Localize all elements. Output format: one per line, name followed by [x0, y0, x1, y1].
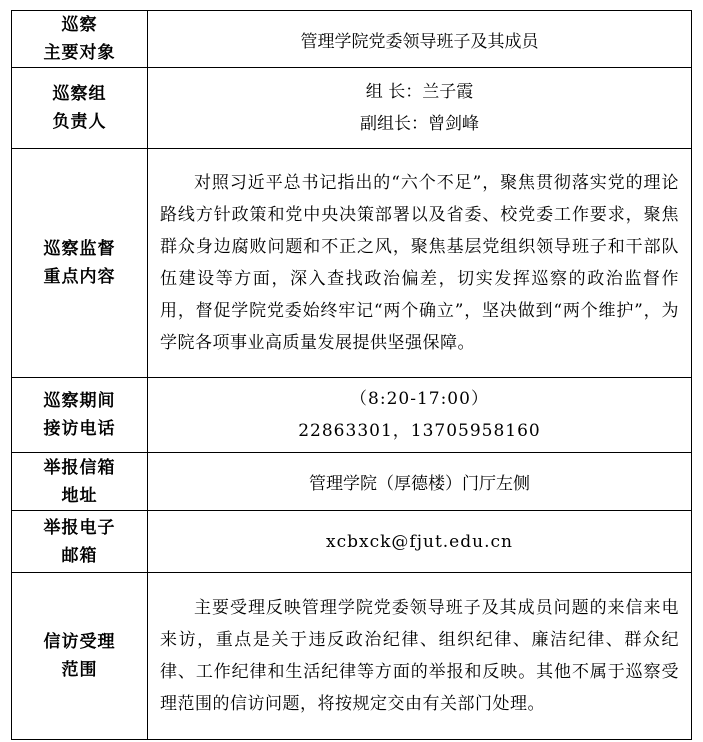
row-mailbox — [12, 453, 692, 511]
value-main-target: 管理学院党委领导班子及其成员 — [148, 11, 692, 68]
label-line: 信访受理 — [43, 632, 116, 652]
deputy-leader-line: 副组长：曾剑峰 — [360, 114, 479, 134]
label-line: 负责人 — [52, 112, 107, 132]
phone-numbers: 22863301，13705958160 — [298, 421, 541, 441]
label-line: 巡察期间 — [43, 391, 116, 411]
label-line: 举报电子 — [43, 517, 116, 538]
row-email — [12, 511, 692, 573]
label-phone — [12, 378, 148, 453]
label-line: 巡察 — [61, 15, 98, 35]
label-line: 接访电话 — [43, 419, 116, 439]
phone-hours: （8:20-17:00） — [350, 389, 489, 409]
label-line: 地址 — [61, 485, 98, 506]
label-line: 主要对象 — [43, 43, 116, 63]
value-scope — [148, 573, 692, 740]
row-key-content — [12, 149, 692, 378]
scope-paragraph: 主要受理反映管理学院党委领导班子及其成员问题的来信来电来访，重点是关于违反政治纪律、组织纪律、廉洁纪律、群众纪律、工作纪律和生活纪律等方面的举报和反映。其他不属于巡察受理范围的信访问题，将按规定交由有关部门处理。 — [160, 598, 679, 714]
value-team-leader — [148, 68, 692, 149]
row-phone — [12, 378, 692, 453]
value-mailbox: 管理学院（厚德楼）门厅左侧 — [148, 453, 692, 511]
row-main-target — [12, 11, 692, 68]
label-line: 巡察监督 — [43, 239, 116, 259]
label-line: 重点内容 — [43, 267, 116, 287]
value-key-content — [148, 149, 692, 378]
label-scope — [12, 573, 148, 740]
value-phone — [148, 378, 692, 453]
key-content-paragraph: 对照习近平总书记指出的“六个不足”，聚焦贯彻落实党的理论路线方针政策和党中央决策部署以及省委、校党委工作要求，聚焦群众身边腐败问题和不正之风，聚焦基层党组织领导班子和干部队伍建设等方面，深入查找政治偏差，切实发挥巡察的政治监督作用，督促学院党委始终牢记“两个确立”，坚决做到“两个维护”，为学院各项事业高质量发展提供坚强保障。 — [160, 173, 679, 353]
label-main-target — [12, 11, 148, 68]
row-scope — [12, 573, 692, 740]
label-key-content — [12, 149, 148, 378]
row-team-leader — [12, 68, 692, 149]
label-line: 举报信箱 — [43, 457, 116, 478]
inspection-info-table — [11, 10, 692, 740]
value-email[interactable]: xcbxck@fjut.edu.cn — [148, 511, 692, 573]
label-team-leader — [12, 68, 148, 149]
label-mailbox — [12, 453, 148, 511]
leader-line: 组 长：兰子霞 — [365, 82, 474, 102]
label-email — [12, 511, 148, 573]
label-line: 邮箱 — [61, 545, 98, 566]
label-line: 范围 — [61, 660, 98, 680]
label-line: 巡察组 — [52, 84, 107, 104]
